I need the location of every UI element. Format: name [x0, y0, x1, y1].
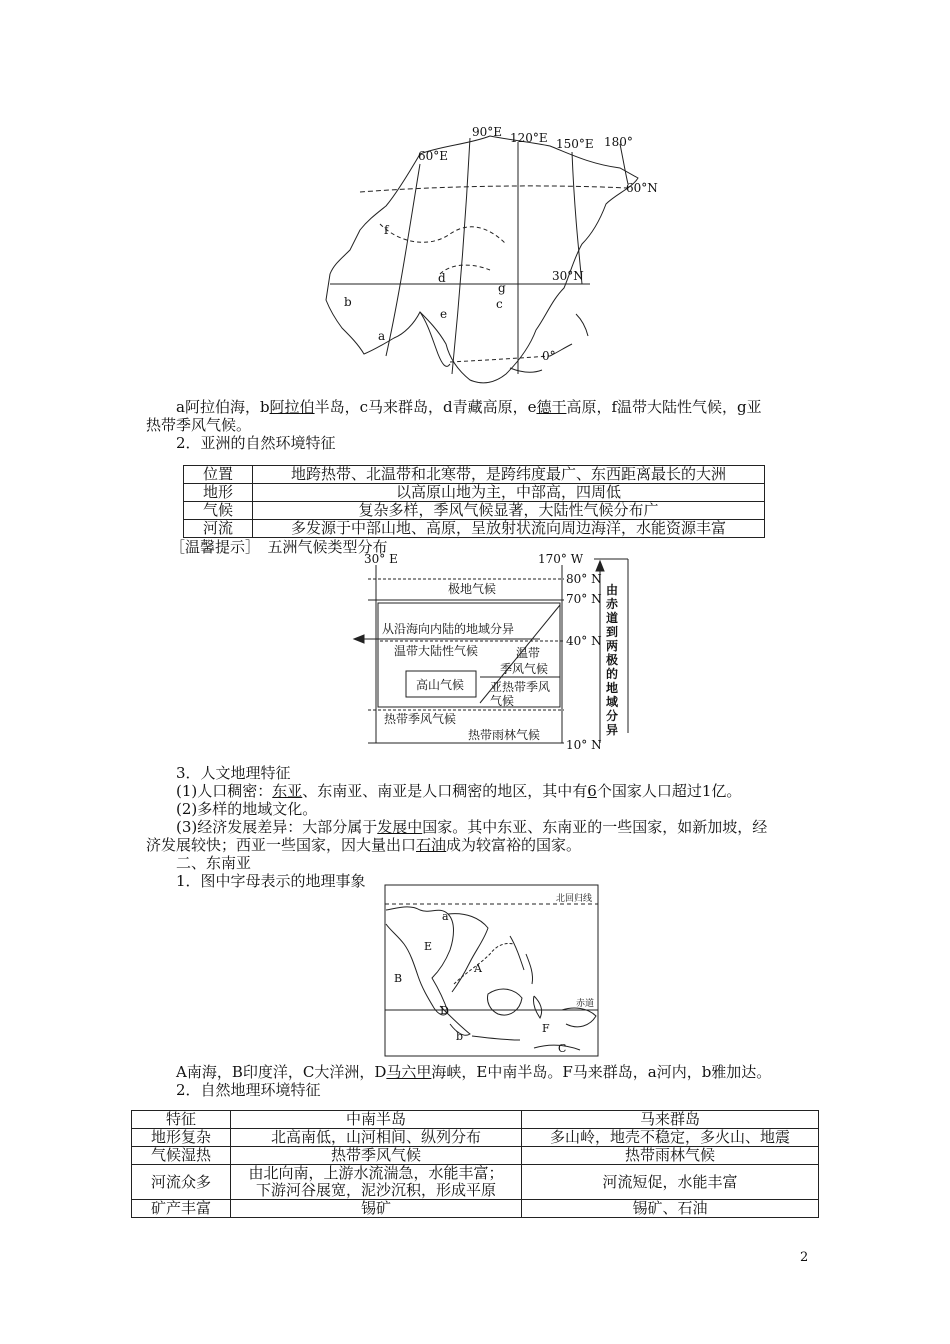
tropical-rainforest: 热带雨林气候 — [468, 728, 541, 742]
asia-natural-table — [183, 465, 765, 538]
tropical-monsoon: 热带季风气候 — [384, 712, 457, 726]
feature-cell: 气候湿热 — [132, 1147, 231, 1165]
map-letter-d: d — [438, 271, 446, 285]
map-letter-b: b — [344, 295, 352, 309]
table-row — [184, 502, 765, 520]
row-value: 复杂多样，季风气候显著，大陆性气候分布广 — [253, 502, 765, 520]
row-label: 气候 — [184, 502, 253, 520]
section3-heading: 3．人文地理特征 — [176, 764, 291, 782]
climate-top-left: 30° E — [364, 553, 398, 566]
sea-letter-B: B — [394, 972, 403, 985]
indochina-line: 下游河谷展宽，泥沙沉积，形成平原 — [255, 1181, 496, 1199]
indochina-cell: 锡矿 — [231, 1200, 522, 1218]
table-header-row — [132, 1111, 819, 1129]
indochina-cell: 热带季风气候 — [231, 1147, 522, 1165]
map-letter-g: g — [498, 281, 506, 295]
lon-label-120e: 120°E — [510, 131, 548, 145]
table-row — [132, 1147, 819, 1165]
underlined-answer: 马六甲 — [386, 1063, 432, 1081]
asia-map-caption-line2: 热带季风气候。 — [146, 416, 252, 434]
meridian-60e — [386, 164, 420, 356]
sea-letter-D: D — [440, 1004, 449, 1017]
lat-80n: 80° N — [566, 572, 602, 586]
indochina-line: 由北向南，上游水流湍急，水能丰富； — [248, 1164, 504, 1182]
lat-70n: 70° N — [566, 592, 602, 606]
polar-climate: 极地气候 — [448, 582, 497, 596]
sea-heading: 1．图中字母表示的地理事象 — [176, 872, 366, 890]
philippines — [510, 936, 533, 984]
table-row — [132, 1129, 819, 1147]
header-feature: 特征 — [132, 1111, 231, 1129]
table-row — [184, 466, 765, 484]
coast-inland-label: 从沿海向内陆的地域分异 — [382, 622, 515, 636]
underlined-answer: 东亚 — [272, 782, 303, 800]
sea-letter-E: E — [424, 940, 433, 953]
lon-label-90e: 90°E — [472, 125, 503, 139]
subtropical-monsoon-1: 亚热带季风 — [490, 680, 551, 694]
section3-p2: (2)多样的地域文化。 — [176, 800, 318, 818]
temperate-monsoon-2: 季风气候 — [500, 662, 549, 676]
java — [472, 1036, 520, 1040]
sea-dashed-region — [454, 943, 514, 984]
feature-cell: 矿产丰富 — [132, 1200, 231, 1218]
row-label: 地形 — [184, 484, 253, 502]
sea-section2-heading: 2．自然地理环境特征 — [176, 1081, 321, 1099]
subtropical-monsoon-2: 气候 — [490, 694, 515, 708]
sea-natural-table — [131, 1110, 819, 1218]
borneo — [487, 989, 522, 1015]
indochina — [448, 914, 488, 992]
malay-cell: 多山岭，地壳不稳定，多火山、地震 — [522, 1129, 819, 1147]
map-letter-e: e — [440, 307, 448, 321]
sea-letter-C: C — [558, 1042, 567, 1055]
malay-cell: 锡矿、石油 — [522, 1200, 819, 1218]
feature-cell: 地形复杂 — [132, 1129, 231, 1147]
indochina-cell — [231, 1165, 522, 1200]
lat-label-30n: 30°N — [552, 269, 584, 283]
sea-letter-b: b — [456, 1030, 464, 1043]
parallel-equator — [450, 356, 550, 362]
section3-p3: (3)经济发展差异：大部分属于发展中国家。其中东亚、东南亚的一些国家，如新加坡，经 — [176, 818, 768, 836]
underlined-answer: 6 — [587, 782, 597, 800]
indochina-cell: 北高南低，山河相间、纵列分布 — [231, 1129, 522, 1147]
map-letter-c: c — [496, 297, 503, 311]
vertical-diff-label: 由赤道到两极的地域分异 — [606, 583, 619, 737]
malay-cell: 热带雨林气候 — [522, 1147, 819, 1165]
climate-boundary — [380, 224, 506, 244]
temperate-continental: 温带大陆性气候 — [394, 644, 479, 658]
row-value: 地跨热带、北温带和北寒带，是跨纬度最广、东西距离最长的大洲 — [253, 466, 765, 484]
sea-map-caption: A南海，B印度洋，C大洋洲，D马六甲海峡，E中南半岛。F马来群岛，a河内，b雅加达。 — [176, 1063, 772, 1081]
header-indochina: 中南半岛 — [231, 1111, 522, 1129]
table-row — [184, 520, 765, 538]
climate-diagram — [350, 553, 630, 758]
table-row — [132, 1200, 819, 1218]
section-heading: 2．亚洲的自然环境特征 — [176, 434, 336, 452]
lon-label-60e: 60°E — [418, 149, 449, 163]
australia — [534, 1045, 580, 1050]
section3-p3-line2: 济发展较快；西亚一些国家，因大量出口石油成为较富裕的国家。 — [146, 836, 582, 854]
asia-map-caption: a阿拉伯海，b阿拉伯半岛，c马来群岛，d青藏高原，e德干高原，f温带大陆性气候，g亚 — [176, 398, 762, 416]
lat-label-60n: 60°N — [626, 181, 658, 195]
temperate-monsoon-1: 温带 — [516, 646, 541, 660]
underlined-answer: 石油 — [416, 836, 447, 854]
lat-label-0: 0° — [542, 349, 556, 363]
tropic-label: 北回归线 — [556, 894, 593, 904]
section3-p1: (1)人口稠密：东亚、东南亚、南亚是人口稠密的地区，其中有6个国家人口超过1亿。 — [176, 782, 742, 800]
climate-top-right: 170° W — [538, 553, 584, 566]
new-guinea — [562, 1008, 596, 1027]
asia-coastline — [326, 136, 638, 383]
sea-letter-F: F — [542, 1022, 550, 1035]
meridian-90e — [452, 138, 470, 374]
southeast-asia-map — [384, 884, 600, 1060]
map-letter-a: a — [378, 329, 386, 343]
row-label: 河流 — [184, 520, 253, 538]
lon-label-180: 180° — [604, 135, 633, 149]
sea-letter-a: a — [442, 910, 449, 923]
mainland-coast — [386, 907, 454, 1015]
part2-heading: 二、东南亚 — [176, 854, 252, 872]
row-label: 位置 — [184, 466, 253, 484]
row-value: 以高原山地为主，中部高，四周低 — [253, 484, 765, 502]
asia-map — [320, 124, 660, 392]
meridian-180 — [620, 144, 628, 184]
equator-label: 赤道 — [576, 999, 595, 1009]
tip-line: ［温馨提示］ 五洲气候类型分布 — [170, 538, 388, 556]
row-value: 多发源于中部山地、高原，呈放射状流向周边海洋，水能资源丰富 — [253, 520, 765, 538]
malay-cell: 河流短促，水能丰富 — [522, 1165, 819, 1200]
underlined-answer: 阿拉伯 — [269, 398, 315, 416]
table-row — [132, 1165, 819, 1200]
page-number: 2 — [800, 1250, 809, 1265]
lat-40n: 40° N — [566, 634, 602, 648]
highland-climate: 高山气候 — [416, 678, 465, 692]
feature-cell: 河流众多 — [132, 1165, 231, 1200]
underlined-answer: 德干 — [536, 398, 567, 416]
header-malay: 马来群岛 — [522, 1111, 819, 1129]
islands — [510, 314, 588, 372]
map-letter-f: f — [384, 223, 389, 237]
sea-letter-A: A — [474, 962, 482, 975]
lat-10n: 10° N — [566, 738, 602, 752]
table-row — [184, 484, 765, 502]
underlined-answer: 发展中 — [377, 818, 423, 836]
sulawesi — [533, 996, 541, 1018]
lon-label-150e: 150°E — [556, 137, 594, 151]
